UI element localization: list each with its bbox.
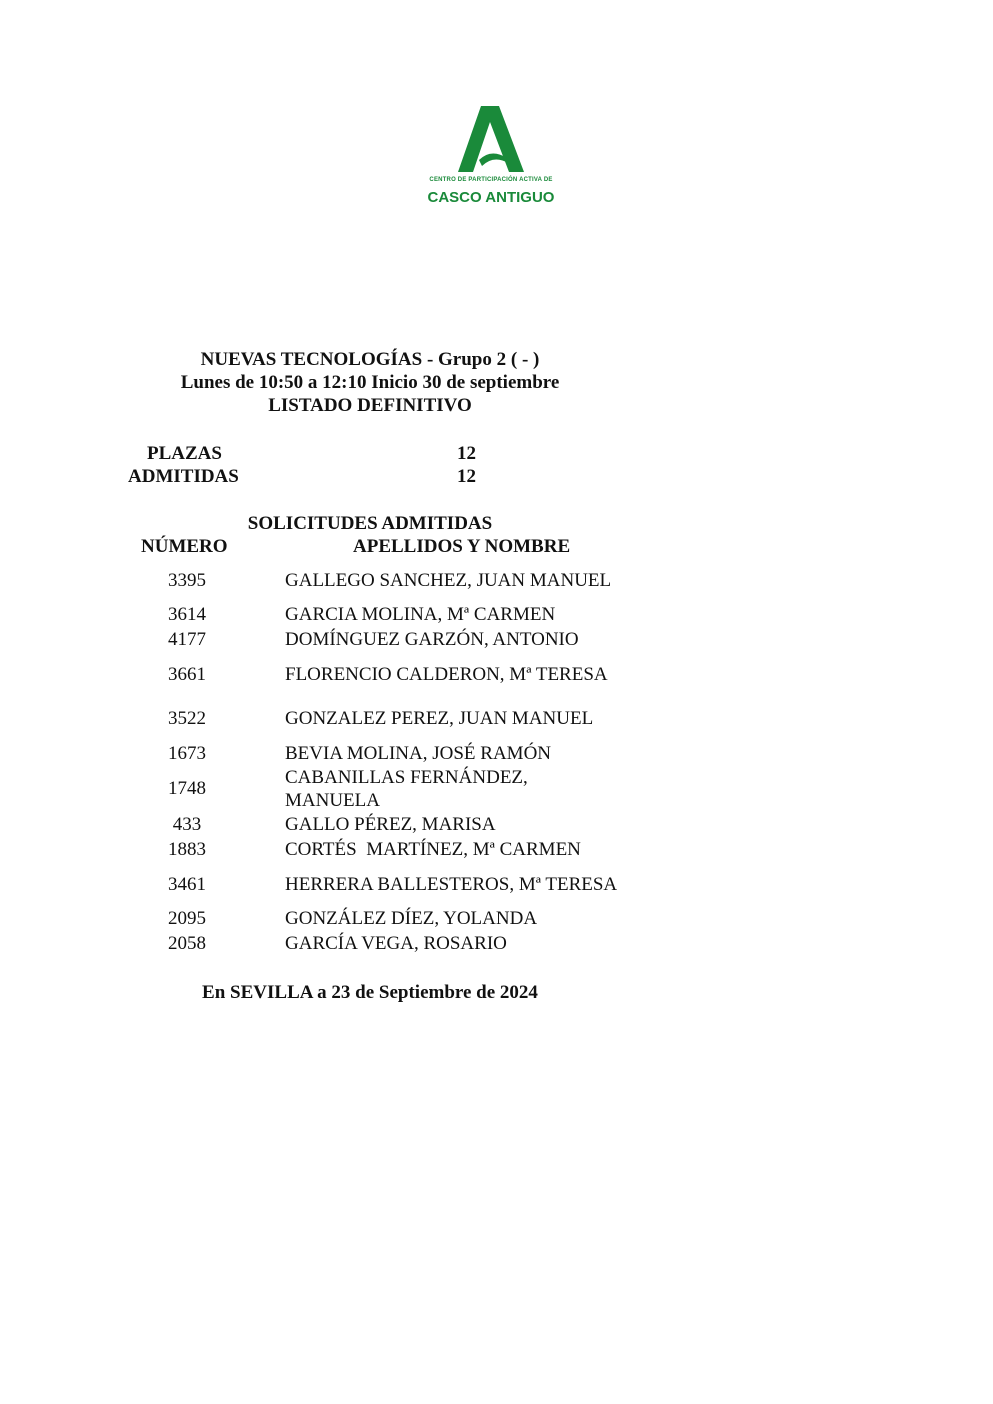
row-number: 1748 — [168, 778, 206, 799]
row-number: 3461 — [168, 874, 206, 895]
column-header-numero: NÚMERO — [141, 536, 228, 557]
andalucia-a-logo-icon — [458, 104, 524, 172]
admitidas-value: 12 — [457, 466, 476, 487]
signature-date: En SEVILLA a 23 de Septiembre de 2024 — [202, 982, 538, 1003]
row-name: CORTÉS MARTÍNEZ, Mª CARMEN — [285, 839, 581, 860]
row-name: BEVIA MOLINA, JOSÉ RAMÓN — [285, 743, 552, 764]
plazas-value: 12 — [457, 443, 476, 464]
row-number: 433 — [172, 814, 202, 835]
row-name: GALLO PÉREZ, MARISA — [285, 814, 496, 835]
row-number: 2095 — [168, 908, 206, 929]
row-name: GALLEGO SANCHEZ, JUAN MANUEL — [285, 570, 612, 591]
row-number: 3614 — [168, 604, 206, 625]
row-name: GARCÍA VEGA, ROSARIO — [285, 933, 507, 954]
logo-subtitle: CENTRO DE PARTICIPACIÓN ACTIVA DE — [429, 177, 553, 183]
row-name: GONZÁLEZ DÍEZ, YOLANDA — [285, 908, 538, 929]
row-number: 3522 — [168, 708, 206, 729]
admitidas-label: ADMITIDAS — [128, 466, 239, 487]
row-number: 1883 — [168, 839, 206, 860]
row-name: DOMÍNGUEZ GARZÓN, ANTONIO — [285, 629, 579, 650]
logo — [418, 104, 564, 214]
row-name: CABANILLAS FERNÁNDEZ, MANUELA — [285, 767, 528, 811]
row-name: FLORENCIO CALDERON, Mª TERESA — [285, 664, 608, 685]
row-number: 4177 — [168, 629, 206, 650]
row-name: HERRERA BALLESTEROS, Mª TERESA — [285, 874, 618, 895]
row-number: 3661 — [168, 664, 206, 685]
row-number: 3395 — [168, 570, 206, 591]
row-number: 1673 — [168, 743, 206, 764]
course-schedule: Lunes de 10:50 a 12:10 Inicio 30 de septiembre — [180, 372, 560, 393]
plazas-label: PLAZAS — [147, 443, 222, 464]
list-type: LISTADO DEFINITIVO — [268, 395, 472, 416]
column-header-nombre: APELLIDOS Y NOMBRE — [353, 536, 571, 557]
logo-title: CASCO ANTIGUO — [427, 189, 555, 206]
course-title: NUEVAS TECNOLOGÍAS - Grupo 2 ( - ) — [200, 349, 540, 370]
row-name: GONZALEZ PEREZ, JUAN MANUEL — [285, 708, 594, 729]
row-name: GARCIA MOLINA, Mª CARMEN — [285, 604, 556, 625]
row-number: 2058 — [168, 933, 206, 954]
list-title: SOLICITUDES ADMITIDAS — [247, 513, 493, 534]
